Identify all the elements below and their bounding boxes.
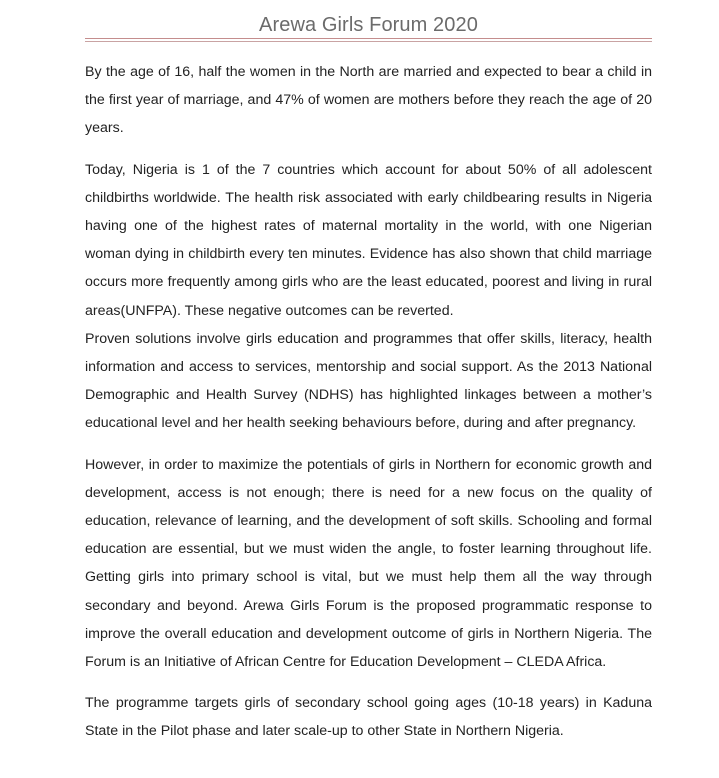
page-header-title: Arewa Girls Forum 2020 — [259, 14, 478, 36]
paragraph-early-marriage: By the age of 16, half the women in the North are married and expected to bear a child in the first year of marriage, and 47% of women are mothers before they reach the age of 20 years. — [85, 64, 652, 137]
header-divider — [85, 38, 652, 42]
paragraph-adolescent-childbirths: Today, Nigeria is 1 of the 7 countries which account for about 50% of all adolescent childbirths worldwide. The health risk associated with early childbearing results in Nigeria having one of the highest rates of maternal mortality in the world, with one Nigerian woman dying in childbirth every ten minutes. Evidence has also shown that child marriage occurs more frequently among girls who are the least educated, poorest and living in rural areas(UNFPA). These negative outcomes can be reverted. — [85, 161, 652, 319]
paragraph-spacer — [85, 676, 652, 689]
header-divider-top-line — [85, 38, 652, 39]
paragraph-spacer — [85, 143, 652, 156]
paragraph-programme-targets: The programme targets girls of secondary school going ages (10-18 years) in Kaduna State in the Pilot phase and later scale-up to other State in Northern Nigeria. — [85, 695, 652, 740]
paragraph-proven-solutions: Proven solutions involve girls education and programmes that offer skills, literacy, health information and access to services, mentorship and social support. As the 2013 National Demographic and Health Survey (NDHS) has highlighted linkages between a mother’s educational level and her health seeking behaviours before, during and after pregnancy. — [85, 330, 652, 432]
header-divider-bottom-line — [85, 41, 652, 42]
document-body — [85, 58, 652, 746]
paragraph-maximize-potentials: However, in order to maximize the potentials of girls in Northern for economic growth and development, access is not enough; there is need for a new focus on the quality of education, relevance of learning, and the development of soft skills. Schooling and formal education are essential, but we must widen the angle, to foster learning throughout life. Getting girls into primary school is vital, but we must help them all the way through secondary and beyond. Arewa Girls Forum is the proposed programmatic response to improve the overall education and development outcome of girls in Northern Nigeria. The Forum is an Initiative of African Centre for Education Development – CLEDA Africa. — [85, 456, 652, 671]
paragraph-spacer — [85, 438, 652, 451]
